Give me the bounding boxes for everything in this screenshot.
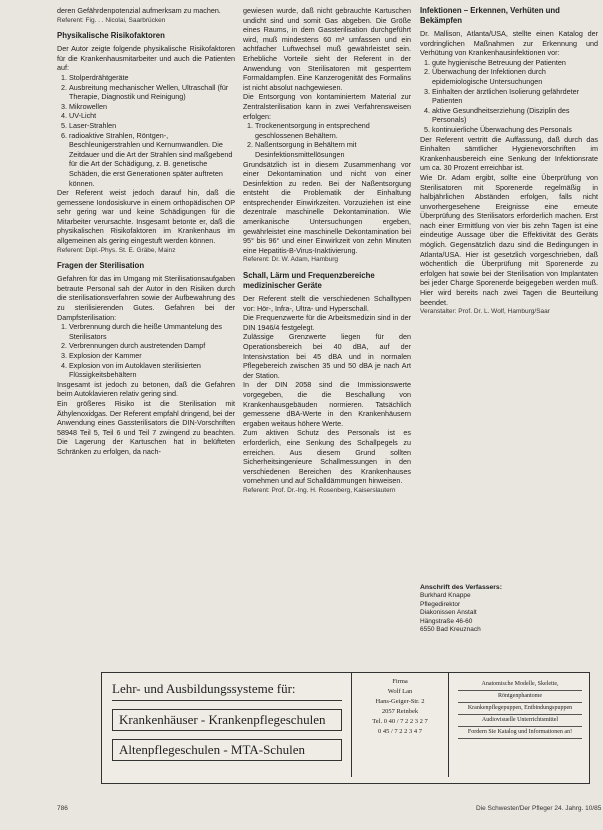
signature: Referent: Prof. Dr.-Ing. H. Rosenberg, Kaiserslautern: [243, 486, 396, 494]
list-item: 2. Ausbreitung mechanischer Wellen, Ultraschall (für Therapie, Diagnostik und Reinigung): [69, 83, 235, 102]
signature: Referent: Dipl.-Phys. St. E. Gräbe, Mainz: [57, 246, 176, 254]
column-middle: [243, 6, 411, 500]
column-right: [420, 6, 598, 321]
heading-physical-risks: Physikalische Risikofaktoren: [57, 31, 165, 41]
address-title: Anschrift des Verfassers:: [420, 584, 502, 591]
list-item: 3. Einhalten der ärztlichen Isolierung gefährdeter Patienten: [432, 87, 598, 106]
ad-line-hospitals: Krankenhäuser - Krankenpflegeschulen: [112, 709, 342, 731]
list-item: 6. radioaktive Strahlen, Röntgen-, Beschleunigerstrahlen und Kernumwandlen. Die Zeitdauer und die Art der Strahlen sind maßgebend für die Art der Schädigung, z. B. genetische Schäden, die erst Generationen später auftreten können.: [69, 131, 235, 189]
heading-noise: Schall, Lärm und Frequenzbereiche medizinischer Geräte: [243, 271, 375, 291]
ad-product-line: Fordern Sie Katalog und Informationen an!: [458, 727, 582, 739]
heading-sterilisation: Fragen der Sterilisation: [57, 261, 145, 271]
paragraph: Der Referent vertritt die Auffassung, daß durch das Einhalten sämtlicher Hygienevorschriften im Krankenhausbereich eine Senkung der Infektionsrate um ca. 30 Prozent erreichbar ist.: [420, 134, 600, 173]
list-item: 5. Laser-Strahlen: [69, 121, 235, 131]
signature: Referent: Dr. W. Adam, Hamburg: [243, 256, 339, 264]
list-item: 1. Verbrennung durch die heiße Ummantelung des Sterilisators: [69, 322, 235, 341]
ad-firm-line: Wolf Lan: [387, 688, 413, 695]
author-address: [420, 584, 590, 634]
page-number: 786: [57, 805, 68, 812]
address-line: Hängstraße 46-60: [420, 617, 473, 625]
paragraph: Wie Dr. Adam ergibt, sollte eine Überprüfung von Sterilisatoren mit Sporenerde regelmäßig in halbjährlichen Abständen erfolgen, falls nicht unvorhergesehene Ereignisse eine erneute Überprüfung des Sterilisators erforderlich machen. Erst nach einer Ermittlung von vier bis zehn Tagen ist eine eindeutige Aussage über die Effektivität des Geräts möglich. Gegensätzlich dazu sind die Bedingungen in Atlanta/USA. Hier ist gesetzlich vorgeschrieben, daß wöchentlich die Überprüfung mit Sporenerde zu erfolgen hat sowie bei der Sterilisation von Implantaten bei jeder Charge Sporenerde beigegeben werden muß. Hier wird bereits nach zwei Tagen die Beurteilung beendet.: [420, 172, 600, 307]
list-item: 1. Trockenentsorgung in entsprechend geschlossenen Behältern.: [255, 121, 411, 140]
ad-headline: Lehr- und Ausbildungssysteme für:: [112, 681, 342, 701]
list-item: 1. Stolperdrähtgeräte: [69, 73, 235, 83]
list-item: 2. Naßentsorgung in Behältern mit Desinfektionsmittellösungen: [255, 140, 411, 159]
ad-left: [112, 681, 342, 769]
address-line: 6550 Bad Kreuznach: [420, 626, 481, 634]
steam-risk-list: [57, 322, 235, 380]
heading-infections: Infektionen – Erkennen, Verhüten und Bekämpfen: [420, 6, 560, 25]
ad-firm-line: Tel. 0 40 / 7 2 2 3 2 7: [372, 718, 428, 725]
ad-firm-line: 0 45 / 7 2 2 3 4 7: [377, 728, 423, 735]
list-item: 5. kontinuierliche Überwachung des Personals: [432, 125, 598, 135]
ad-firm-line: 2057 Reinbek: [381, 708, 419, 715]
signature: Veranstalter: Prof. Dr. L. Wolf, Hamburg/Saar: [420, 308, 550, 316]
list-item: 4. aktive Gesundheitserziehung (Disziplin des Personals): [432, 106, 598, 125]
journal-footer: Die Schwester/Der Pfleger 24. Jahrg. 10/85: [476, 805, 602, 812]
ad-firm-line: Firma: [392, 678, 408, 685]
infection-measures-list: [420, 58, 598, 135]
advertisement: [101, 672, 590, 784]
paragraph: Ein größeres Risiko ist die Sterilisation mit Äthylenoxidgas. Der Referent empfahl dringend, bei der Anwendung eines Gassterilisators die DIN-Vorschriften 58948 Teil 5, Teil 6 und Teil 7 zwingend zu beachten. Die Lagerung der Kartuschen hat in belüfteten Schränken zu erfolgen, da nach-: [57, 398, 237, 456]
list-item: 1. gute hygienische Betreuung der Patienten: [432, 58, 598, 68]
paragraph: In der DIN 2058 sind die Immissionswerte vorgegeben, die die Beschallung von Krankenhausgebäuden normieren. Tatsächlich gemessene dBA-Werte in den Krankenhäusern ergaben weitaus höhere Werte.: [243, 380, 413, 428]
ad-product-line: Anatomische Modelle, Skelette,: [458, 679, 582, 691]
list-item: 3. Explosion der Kammer: [69, 351, 235, 361]
paragraph: Der Referent stellt die verschiedenen Schalltypen vor: Hör-, Infra-, Ultra- und Hyperschall.: [243, 294, 413, 313]
physical-risk-list: [57, 73, 235, 188]
ad-firm-line: Hans-Geiger-Str. 2: [375, 698, 425, 705]
address-line: Diakonissen Anstalt: [420, 609, 477, 617]
paragraph: Insgesamt ist jedoch zu betonen, daß die Gefahren beim Autoklavieren relativ gering sind.: [57, 379, 237, 399]
paragraph: gewiesen wurde, daß nicht gebrauchte Kartuschen undicht sind und somit Gas abgeben. Die Größe eines Raums, in dem Gassterilisation durchgeführt wird, muß mindestens 60 m³ umfassen und ein achtfacher Luftwechsel muß gewährleistet sein. Erhebliche Vorteile sieht der Referent in der Anwendung von Sterilisatoren mit gesperrtem Formaldampfen. Eine Kanzerogenität des Formalins ist nicht absolut nachgewiesen.: [243, 6, 413, 92]
paragraph: Die Entsorgung von kontaminiertem Material zur Zentralsterilisation kann in zwei Verfahrensweisen erfolgen:: [243, 92, 413, 121]
address-line: Burkhard Knappe: [420, 592, 471, 600]
paragraph: Zulässige Grenzwerte liegen für den Operationsbereich bei 40 dBA, auf der Intensivstation bei 45 dBA und in normalen Pflegebereich zwischen 35 und 50 dBA je nach Art der Station.: [243, 332, 413, 380]
paragraph: Gefahren für das im Umgang mit Sterilisationsaufgaben betraute Personal sah der Autor in den Risiken durch die sterilisationsverfahren sowie der Aufbewahrung des zu sterilisierenden Gutes. Gefahren bei der Dampfsterilisation:: [57, 274, 237, 322]
paragraph: Die Frequenzwerte für die Arbeitsmedizin sind in der DIN 1946/4 festgelegt.: [243, 313, 413, 332]
intro-text: deren Gefährdenpotenzial aufmerksam zu machen.: [57, 6, 221, 15]
ad-right: [458, 679, 582, 739]
list-item: 2. Überwachung der Infektionen durch epidemiologische Untersuchungen: [432, 67, 598, 86]
disposal-list: [243, 121, 411, 159]
paragraph: Grundsätzlich ist in diesem Zusammenhang vor einer Dekontamination und nicht von einer Desinfektion zu reden. Bei der Naßentsorgung entsteht die Problematik der Einhaltung entsprechender Einwirkzeiten. Vorzuziehen ist eine dezentrale maschinelle Dekontamination. Wie amerikanische Untersuchungen ergeben, gewährleistet eine maschinelle Dekontamination bei 95° bis 96° und einer Einwirkzeit von zehn Minuten eine Hepatitis-B-Virus-Inaktivierung.: [243, 159, 413, 255]
ad-line-schools: Altenpflegeschulen - MTA-Schulen: [112, 739, 342, 761]
list-item: 2. Verbrennungen durch austretenden Dampf: [69, 341, 235, 351]
paragraph: Dr. Mallison, Atlanta/USA, stellte einen Katalog der vordringlichen Maßnahmen zur Erkennung und Verhütung von Krankenhausinfektionen vor:: [420, 29, 600, 58]
intro-signature: Referent: Fig. . . Nicolai, Saarbrücken: [57, 16, 166, 24]
ad-product-line: Audiovisuelle Unterrichtsmittel: [458, 715, 582, 727]
column-left: [57, 6, 235, 457]
ad-firm-address: [351, 673, 449, 777]
list-item: 4. Explosion von im Autoklaven sterilisierten Flüssigkeitsbehältern: [69, 361, 235, 380]
paragraph: Der Referent weist jedoch darauf hin, daß die gemessene Iondosiskurve in einem orthopädischen OP sehr gering war und keine Schädigungen für die Mitarbeiter verursachte. Insgesamt betonte er, daß die physikalischen Risikofaktoren im Krankenhaus im allgemeinen als gering eingestuft werden können.: [57, 188, 237, 246]
paragraph: Der Autor zeigte folgende physikalische Risikofaktoren für die Krankenhausmitarbeiter und auch die Patienten auf:: [57, 44, 237, 73]
list-item: 4. UV-Licht: [69, 111, 235, 121]
ad-product-line: Röntgenphantome: [458, 691, 582, 703]
ad-product-line: Krankenpflegepuppen, Entbindungspuppen: [458, 703, 582, 715]
address-line: Pflegedirektor: [420, 600, 461, 608]
paragraph: Zum aktiven Schutz des Personals ist es erforderlich, eine Senkung des Schallpegels zu erreichen. Aus diesem Grund sollten Sicherheitsingenieure Schallmessungen in den verschiedenen Bereichen des Krankenhauses vornehmen und auf Schalldämmungen hinweisen.: [243, 428, 413, 486]
list-item: 3. Mikrowellen: [69, 102, 235, 112]
